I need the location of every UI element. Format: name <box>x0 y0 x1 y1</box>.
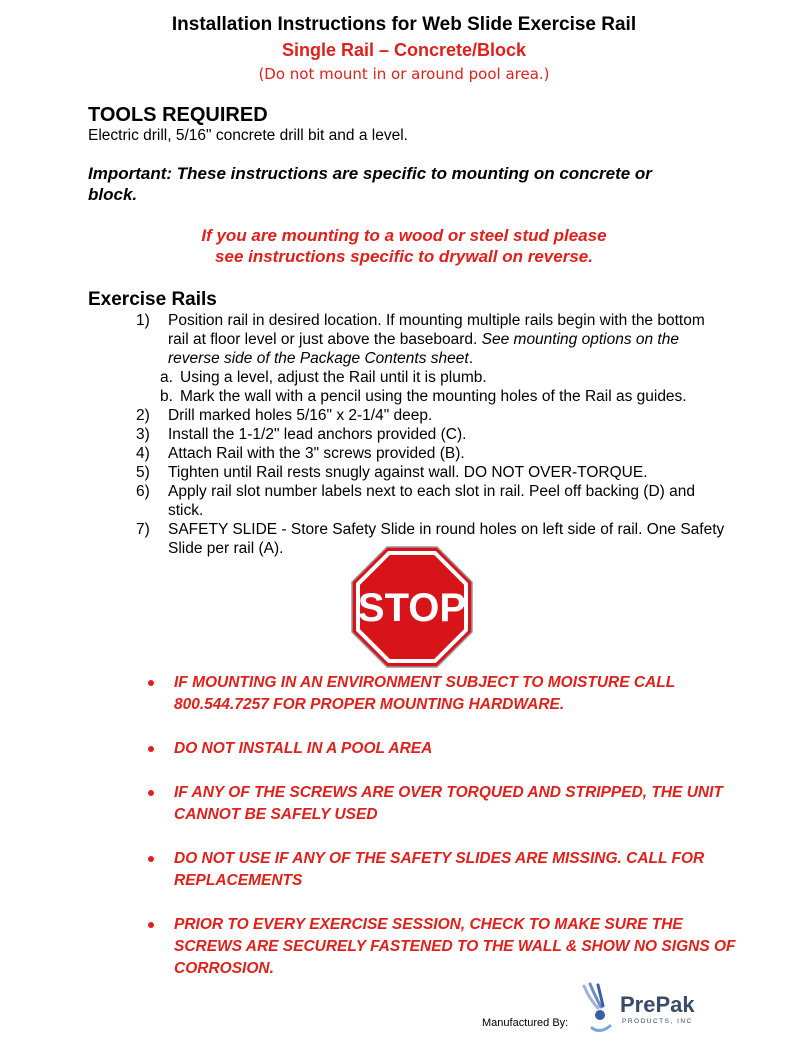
warning-text: IF ANY OF THE SCREWS ARE OVER TORQUED AND STRIPPED, THE UNIT CANNOT BE SAFELY USED <box>174 784 723 823</box>
step-number: 7) <box>136 521 150 538</box>
logo-subtitle: PRODUCTS, INC <box>622 1018 693 1025</box>
wood-stud-notice-line2: see instructions specific to drywall on reverse. <box>215 247 593 266</box>
manufactured-by-label: Manufactured By: <box>482 1017 569 1029</box>
bullet-icon <box>148 922 154 928</box>
rails-heading: Exercise Rails <box>88 289 217 310</box>
prepak-logo-icon <box>576 982 620 1034</box>
tools-text: Electric drill, 5/16" concrete drill bit and a level. <box>88 127 408 144</box>
substeps-list <box>160 368 726 406</box>
step-item <box>136 444 726 463</box>
step-text-italic: See mounting options on the reverse side of the Package Contents sheet <box>168 331 679 367</box>
tools-section <box>88 104 768 205</box>
page-subtitle: Single Rail – Concrete/Block <box>281 40 527 60</box>
warning-text: PRIOR TO EVERY EXERCISE SESSION, CHECK TO MAKE SURE THE SCREWS ARE SECURELY FASTENED TO THE WALL & SHOW NO SIGNS OF CORROSION. <box>174 916 736 977</box>
warnings-list <box>148 672 748 1002</box>
step-item <box>136 463 726 482</box>
stop-sign <box>350 545 474 669</box>
substep-item <box>160 368 726 387</box>
step-text: SAFETY SLIDE - Store Safety Slide in round holes on left side of rail. One Safety Slide per rail (A). <box>168 521 725 557</box>
step-item <box>136 482 726 520</box>
warning-item <box>148 738 748 760</box>
warning-item <box>148 672 748 716</box>
step-text: Position rail in desired location. If mounting multiple rails begin with the bottom rail at floor level or just above the baseboard. <box>168 312 705 348</box>
tools-heading: TOOLS REQUIRED <box>88 104 268 126</box>
step-text: Drill marked holes 5/16" x 2-1/4" deep. <box>168 407 433 424</box>
substep-item <box>160 387 726 406</box>
pool-note: (Do not mount in or around pool area.) <box>258 65 550 83</box>
stop-sign-text: STOP <box>357 586 467 630</box>
step-number: 6) <box>136 483 150 500</box>
substep-letter: a. <box>160 369 173 386</box>
wood-stud-notice <box>0 225 808 267</box>
substep-text: Mark the wall with a pencil using the mounting holes of the Rail as guides. <box>180 388 687 405</box>
important-note: Important: These instructions are specific to mounting on concrete or block. <box>88 164 652 204</box>
steps-list <box>136 311 726 558</box>
step-text: Install the 1-1/2" lead anchors provided (C). <box>168 426 467 443</box>
bullet-icon <box>148 680 154 686</box>
bullet-icon <box>148 856 154 862</box>
step-number: 3) <box>136 426 150 443</box>
warning-item <box>148 914 748 980</box>
step-text: Tighten until Rail rests snugly against wall. DO NOT OVER-TORQUE. <box>168 464 648 481</box>
warning-item <box>148 848 748 892</box>
step-item <box>136 425 726 444</box>
step-number: 2) <box>136 407 150 424</box>
warning-text: IF MOUNTING IN AN ENVIRONMENT SUBJECT TO MOISTURE CALL 800.544.7257 FOR PROPER MOUNTING HARDWARE. <box>174 674 675 713</box>
wood-stud-notice-line1: If you are mounting to a wood or steel stud please <box>201 226 607 245</box>
warning-text: DO NOT USE IF ANY OF THE SAFETY SLIDES ARE MISSING. CALL FOR REPLACEMENTS <box>174 850 705 889</box>
page-title: Installation Instructions for Web Slide Exercise Rail <box>171 14 637 35</box>
step-number: 5) <box>136 464 150 481</box>
step-item <box>136 311 726 406</box>
step-text: Apply rail slot number labels next to each slot in rail. Peel off backing (D) and stick. <box>168 483 695 519</box>
step-text-end: . <box>468 350 474 367</box>
warning-item <box>148 782 748 826</box>
warning-text: DO NOT INSTALL IN A POOL AREA <box>174 740 433 757</box>
step-item <box>136 406 726 425</box>
substep-letter: b. <box>160 388 173 405</box>
step-number: 4) <box>136 445 150 462</box>
bullet-icon <box>148 790 154 796</box>
bullet-icon <box>148 746 154 752</box>
stop-sign-icon <box>350 545 474 669</box>
rails-section <box>88 289 768 558</box>
step-number: 1) <box>136 312 150 329</box>
substep-text: Using a level, adjust the Rail until it is plumb. <box>180 369 487 386</box>
step-text: Attach Rail with the 3" screws provided (B). <box>168 445 465 462</box>
logo-name: PrePak <box>620 992 695 1017</box>
header <box>0 0 808 85</box>
prepak-logo <box>576 982 716 1034</box>
